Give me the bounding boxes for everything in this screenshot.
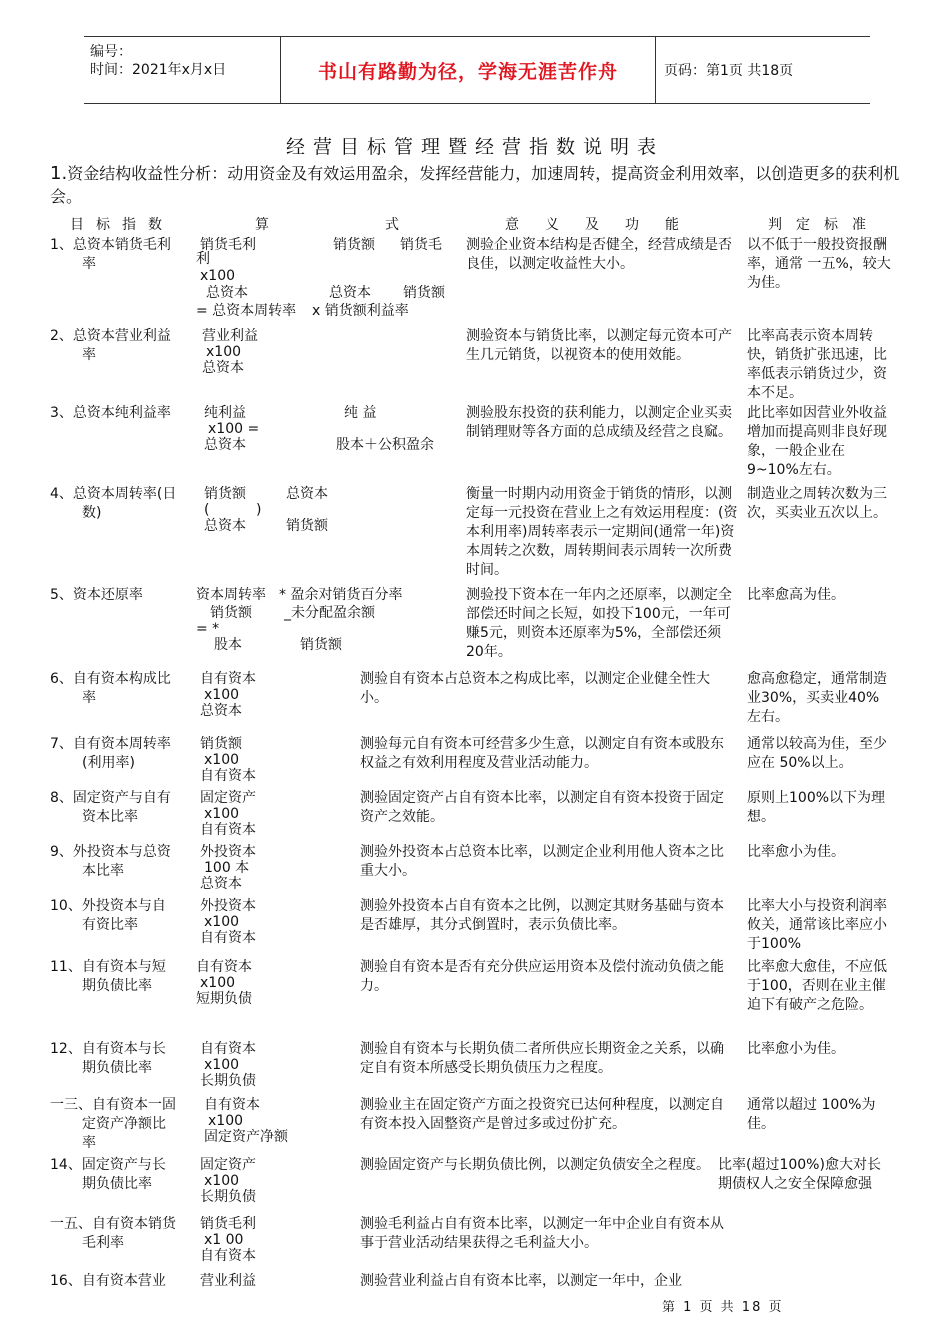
col-header-criteria: 判定标准 <box>768 217 880 233</box>
formula-b-line: 销货毛 <box>400 237 442 253</box>
formula-b-line: 总资本 <box>329 285 371 301</box>
formula-denominator: 长期负债 <box>200 1073 256 1089</box>
row-criteria: 比率大小与投资利润率攸关，通常该比率应小于100% <box>747 898 887 952</box>
row-name: 12、自有资本与长 <box>50 1041 166 1057</box>
formula-line: 总资本 <box>206 285 248 301</box>
col-header-formula-b: 式 <box>385 217 411 233</box>
formula-denominator: 固定资产净额 <box>204 1129 288 1145</box>
row-criteria: 原则上100%以下为理想。 <box>747 790 886 825</box>
formula-line: 总资本 <box>204 518 246 534</box>
formula-line: 销货毛利 <box>200 237 256 253</box>
time-label: 时间：2021年x月x日 <box>90 62 227 78</box>
formula-multiplier: x100 <box>204 1057 240 1073</box>
row-name-line2: 率 <box>82 347 96 363</box>
row-name-line2: 期负债比率 <box>82 1060 152 1076</box>
row-meaning: 测验业主在固定资产方面之投资究已达何种程度，以测定自有资本投入固整资产是曾过多或过份扩充。 <box>360 1097 724 1132</box>
formula-line: x100 <box>200 268 236 284</box>
row-name: 3、总资本纯利益率 <box>50 405 171 421</box>
row-name: 5、资本还原率 <box>50 587 143 603</box>
formula-numerator: 固定资产 <box>200 790 256 806</box>
formula-numerator: 自有资本 <box>196 959 252 975</box>
row-meaning: 测验自有资本与长期负债二者所供应长期资金之关系，以确定自有资本所感受长期负债压力之程度。 <box>360 1041 724 1076</box>
formula-b-line: 股本＋公积盈余 <box>336 437 434 453</box>
header-meta-cell <box>84 37 281 103</box>
row-name: 4、总资本周转率(日 <box>50 486 177 502</box>
row-criteria: 比率愈大愈佳，不应低于100，否则在业主催迫下有破产之危险。 <box>747 959 887 1013</box>
row-criteria: 此比率如因营业外收益增加而提高则非良好现象，一般企业在9~10%左右。 <box>747 405 887 478</box>
row-criteria: 比率高表示资本周转快，销货扩张迅速，比率低表示销货过少，资本不足。 <box>747 328 887 401</box>
row-criteria: 愈高愈稳定，通常制造业30%，买卖业40%左右。 <box>747 671 887 725</box>
row-meaning: 测验自有资本是否有充分供应运用资本及偿付流动负债之能力。 <box>360 959 724 994</box>
formula-b-line: ) <box>256 502 262 518</box>
formula-b-line: 纯 益 <box>344 405 377 421</box>
row-name: 1、总资本销货毛利 <box>50 237 171 253</box>
row-meaning: 测验固定资产与长期负债比例，以测定负债安全之程度。 <box>360 1157 710 1173</box>
row-meaning: 测验企业资本结构是否健全，经营成绩是否良佳，以测定收益性大小。 <box>466 237 732 272</box>
formula-numerator: 外投资本 <box>200 898 256 914</box>
formula-line: 销货额 <box>210 605 252 621</box>
formula-denominator: 自有资本 <box>200 930 256 946</box>
row-name-line2: 有资比率 <box>82 917 138 933</box>
row-meaning: 衡量一时期内动用资金于销货的情形，以测定每一元投资在营业上之有效运用程度：(资本利用率)周转率表示一定期间(通常一年)资本周转之次数，周转期间表示周转一次所费时间。 <box>466 486 738 578</box>
section-text: 资金结构收益性分析：动用资金及有效运用盈余，发挥经营能力，加速周转，提高资金利用效率，以创造更多的获利机会。 <box>50 164 900 206</box>
row-meaning: 测验自有资本占总资本之构成比率，以测定企业健全性大小。 <box>360 671 710 706</box>
formula-b-line: 销货额 <box>403 285 445 301</box>
section-number: 1. <box>50 163 68 184</box>
formula-line: 销货额 <box>204 486 246 502</box>
formula-multiplier: x1 00 <box>204 1232 244 1248</box>
row-meaning: 测验营业利益占自有资本比率，以测定一年中，企业 <box>360 1273 682 1289</box>
row-name-line2: 率 <box>82 690 96 706</box>
formula-multiplier: x100 <box>204 914 240 930</box>
row-meaning: 测验投下资本在一年内之还原率，以测定全部偿还时间之长短，如投下100元，一年可赚5元，则资本还原率为5%，全部偿还须20年。 <box>466 587 732 660</box>
formula-multiplier: x100 <box>204 687 240 703</box>
row-meaning: 测验外投资本占自有资本之比例，以测定其财务基础与资本是否雄厚，其分式倒置时，表示负债比率。 <box>360 898 724 933</box>
col-header-meaning: 意义及功能 <box>505 217 705 233</box>
formula-multiplier: x100 <box>204 806 240 822</box>
col-header-index: 目标指数 <box>70 217 174 233</box>
header-table <box>84 36 870 104</box>
formula-numerator: 固定资产 <box>200 1157 256 1173</box>
row-name: 6、自有资本构成比 <box>50 671 171 687</box>
section-heading <box>50 162 900 208</box>
row-criteria: 通常以超过 100%为佳。 <box>747 1097 876 1132</box>
row-name-line2: 本比率 <box>82 863 124 879</box>
row-criteria: 比率愈小为佳。 <box>747 1041 845 1057</box>
formula-numerator: 销货额 <box>200 736 242 752</box>
row-meaning: 测验固定资产占自有资本比率，以测定自有资本投资于固定资产之效能。 <box>360 790 724 825</box>
formula-denominator: 总资本 <box>200 876 242 892</box>
row-name-line2: 期负债比率 <box>82 1176 152 1192</box>
row-criteria: 通常以较高为佳，至少应在 50%以上。 <box>747 736 887 771</box>
formula-numerator: 自有资本 <box>200 671 256 687</box>
row-criteria: 制造业之周转次数为三次，买卖业五次以上。 <box>747 486 887 521</box>
formula-denominator: 总资本 <box>202 360 244 376</box>
formula-b-line: 销货额 <box>333 237 375 253</box>
formula-multiplier: x100 <box>204 1173 240 1189</box>
formula-line: = * <box>196 621 220 637</box>
row-name-line2: 数) <box>82 505 102 521</box>
row-name: 7、自有资本周转率 <box>50 736 171 752</box>
formula-b-line: * 盈余对销货百分率 <box>279 587 403 603</box>
page-footer: 第 1 页 共 18 页 <box>662 1300 784 1315</box>
formula-numerator: 营业利益 <box>202 328 258 344</box>
row-meaning: 测验毛利益占自有资本比率，以测定一年中企业自有资本从事于营业活动结果获得之毛利益大小。 <box>360 1216 724 1251</box>
col-header-formula-a: 算 <box>255 217 281 233</box>
row-name-line2: 率 <box>82 256 96 272</box>
row-name: 9、外投资本与总资 <box>50 844 171 860</box>
formula-line: 资本周转率 <box>196 587 266 603</box>
motto: 书山有路勤为径，学海无涯苦作舟 <box>281 37 656 103</box>
row-criteria: 比率(超过100%)愈大对长期债权人之安全保障愈强 <box>718 1157 881 1192</box>
row-name: 10、外投资本与自 <box>50 898 166 914</box>
formula-numerator: 自有资本 <box>204 1097 260 1113</box>
row-name-line2: 资本比率 <box>82 809 138 825</box>
formula-multiplier: x100 = <box>208 421 260 437</box>
row-meaning: 测验资本与销货比率，以测定每元资本可产生几元销货，以视资本的使用效能。 <box>466 328 732 363</box>
row-name: 11、自有资本与短 <box>50 959 166 975</box>
formula-numerator: 纯利益 <box>204 405 246 421</box>
row-name-line2: 毛利率 <box>82 1235 124 1251</box>
row-name-line3: 率 <box>82 1135 96 1151</box>
formula-line: 利 <box>196 251 210 267</box>
formula-denominator: 自有资本 <box>200 768 256 784</box>
row-name-line2: (利用率) <box>82 755 135 771</box>
row-meaning: 测验外投资本占总资本比率，以测定企业利用他人资本之比重大小。 <box>360 844 724 879</box>
doc-number-label: 编号： <box>90 44 132 60</box>
page-title: 经营目标管理暨经营指数说明表 <box>285 136 664 158</box>
row-name-line2: 期负债比率 <box>82 978 152 994</box>
row-name: 一三、自有资本一固 <box>50 1097 176 1113</box>
formula-multiplier: x100 <box>204 752 240 768</box>
formula-line: 股本 <box>214 637 242 653</box>
row-name: 一五、自有资本销货 <box>50 1216 176 1232</box>
row-name: 2、总资本营业利益 <box>50 328 171 344</box>
row-name: 8、固定资产与自有 <box>50 790 171 806</box>
formula-multiplier: 100 本 <box>204 860 250 876</box>
row-meaning: 测验每元自有资本可经营多少生意，以测定自有资本或股东权益之有效利用程度及营业活动能力。 <box>360 736 724 771</box>
formula-b-line: _未分配盈余额 <box>284 605 375 621</box>
row-name: 16、自有资本营业 <box>50 1273 166 1289</box>
formula-denominator: 自有资本 <box>200 822 256 838</box>
row-criteria: 比率愈小为佳。 <box>747 844 845 860</box>
page-label: 页码：第1页 共18页 <box>664 63 794 79</box>
formula-b-line: x 销货额利益率 <box>312 303 409 319</box>
formula-denominator: 总资本 <box>200 703 242 719</box>
formula-numerator: 自有资本 <box>200 1041 256 1057</box>
formula-multiplier: x100 <box>208 1113 244 1129</box>
formula-denominator: 自有资本 <box>200 1248 256 1264</box>
formula-denominator: 总资本 <box>204 437 246 453</box>
formula-denominator: 长期负债 <box>200 1189 256 1205</box>
formula-numerator: 营业利益 <box>200 1273 256 1289</box>
formula-line: ( <box>204 502 210 518</box>
row-name: 14、固定资产与长 <box>50 1157 166 1173</box>
row-meaning: 测验股东投资的获利能力，以测定企业买卖制销理财等各方面的总成绩及经营之良窳。 <box>466 405 732 440</box>
formula-multiplier: x100 <box>206 344 242 360</box>
row-criteria: 以不低于一般投资报酬率，通常 一五%，较大为佳。 <box>747 237 891 291</box>
formula-b-line: 总资本 <box>286 486 328 502</box>
formula-multiplier: x100 <box>200 975 236 991</box>
row-name-line2: 定资产净额比 <box>82 1116 166 1132</box>
row-criteria: 比率愈高为佳。 <box>747 587 845 603</box>
formula-numerator: 外投资本 <box>200 844 256 860</box>
formula-denominator: 短期负债 <box>196 991 252 1007</box>
formula-line: = 总资本周转率 <box>196 303 297 319</box>
formula-numerator: 销货毛利 <box>200 1216 256 1232</box>
formula-b-line: 销货额 <box>286 518 328 534</box>
formula-b-line: 销货额 <box>300 637 342 653</box>
